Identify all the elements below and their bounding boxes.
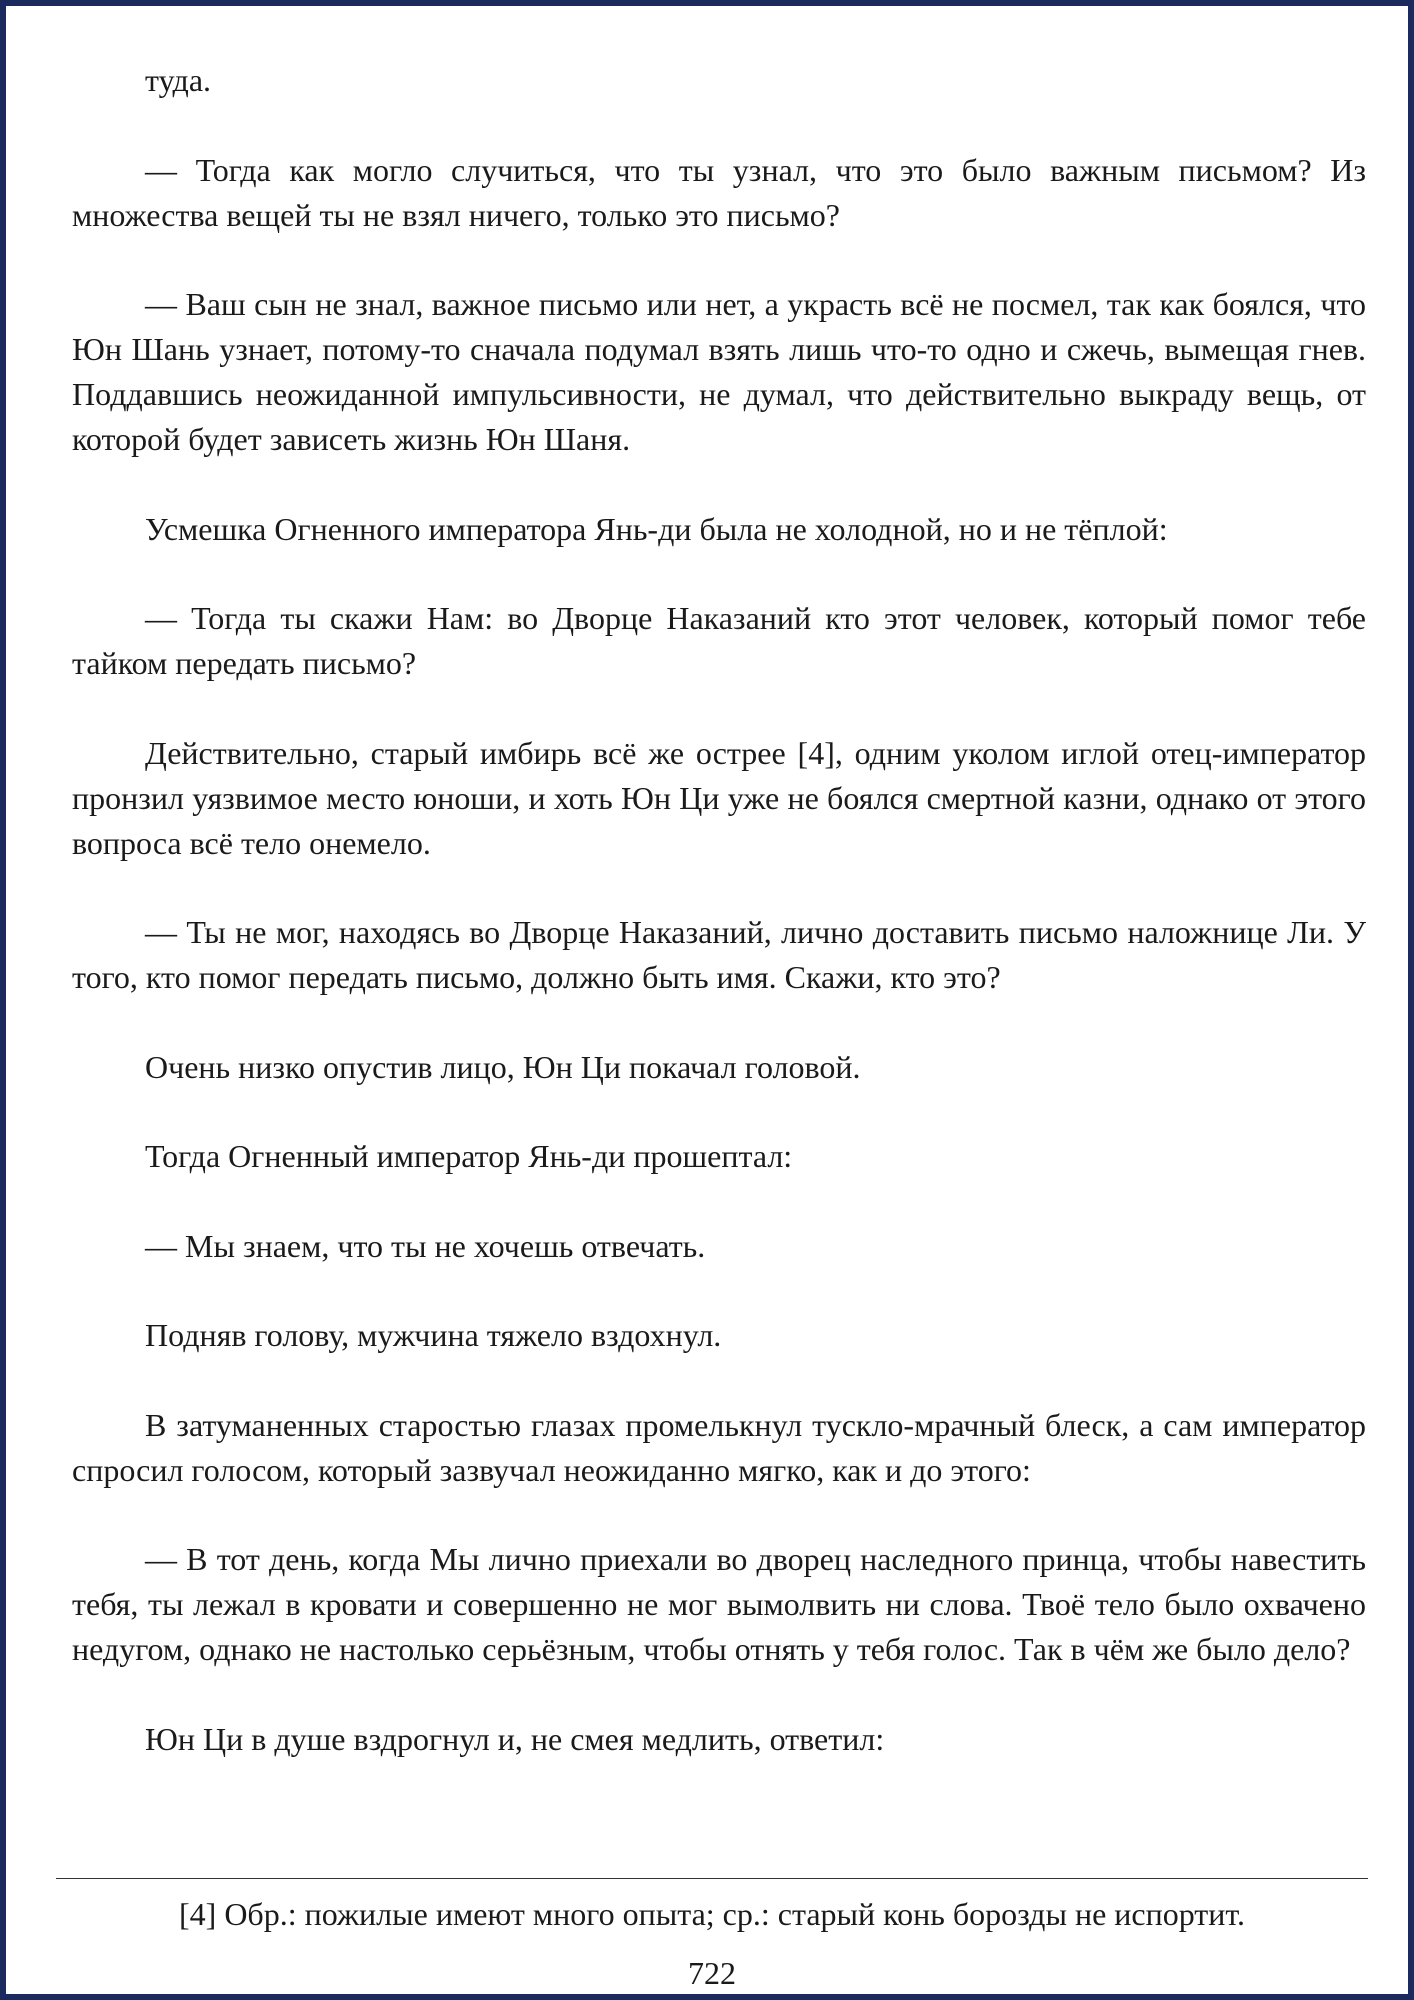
paragraph-10: — Мы знаем, что ты не хочешь отвечать. xyxy=(145,1227,706,1264)
paragraph-6: Действительно, старый имбирь всё же острее [4], одним уколом иглой отец-император пронзил уязвимое место юноши, и хоть Юн Ци уже не боялся смертной казни, однако от этого вопроса всё тело онемело. xyxy=(72,734,1366,861)
page-number: 722 xyxy=(688,1955,736,1991)
body-text xyxy=(72,58,1366,1806)
paragraph-2: — Тогда как могло случиться, что ты узнал, что это было важным письмом? Из множества вещей ты не взял ничего, только это письмо? xyxy=(72,151,1366,233)
paragraph-11: Подняв голову, мужчина тяжело вздохнул. xyxy=(145,1317,722,1353)
paragraph-7: — Ты не мог, находясь во Дворце Наказаний, лично доставить письмо наложнице Ли. У того, кто помог передать письмо, должно быть имя. Скажи, кто это? xyxy=(72,914,1366,995)
footnote-divider xyxy=(56,1878,1368,1879)
paragraph-12: В затуманенных старостью глазах промелькнул тускло-мрачный блеск, а сам император спросил голосом, который зазвучал неожиданно мягко, как и до этого: xyxy=(72,1406,1366,1488)
paragraph-1: туда. xyxy=(145,62,212,98)
paragraph-3: — Ваш сын не знал, важное письмо или нет, а украсть всё не посмел, так как боялся, что Юн Шань узнает, потому-то сначала подумал взять лишь что-то одно и сжечь, вымещая гнев. Поддавшись неожиданной импульсивности, не думал, что действительно выкраду вещь, от которой будет зависеть жизнь Юн Шаня. xyxy=(72,286,1366,457)
paragraph-9: Тогда Огненный император Янь-ди прошептал: xyxy=(145,1138,793,1174)
footnote: [4] Обр.: пожилые имеют много опыта; ср.: старый конь борозды не испортит. xyxy=(179,1896,1245,1932)
paragraph-8: Очень низко опустив лицо, Юн Ци покачал головой. xyxy=(145,1048,861,1085)
paragraph-5: — Тогда ты скажи Нам: во Дворце Наказаний кто этот человек, который помог тебе тайком передать письмо? xyxy=(72,600,1366,681)
paragraph-13: — В тот день, когда Мы лично приехали во дворец наследного принца, чтобы навестить тебя, ты лежал в кровати и совершенно не мог вымолвить ни слова. Твоё тело было охвачено недугом, однако не настолько серьёзным, чтобы отнять у тебя голос. Так в чём же было дело? xyxy=(72,1541,1366,1667)
paragraph-4: Усмешка Огненного императора Янь-ди была не холодной, но и не тёплой: xyxy=(145,510,1168,547)
paragraph-14: Юн Ци в душе вздрогнул и, не смея медлить, ответил: xyxy=(145,1720,885,1757)
